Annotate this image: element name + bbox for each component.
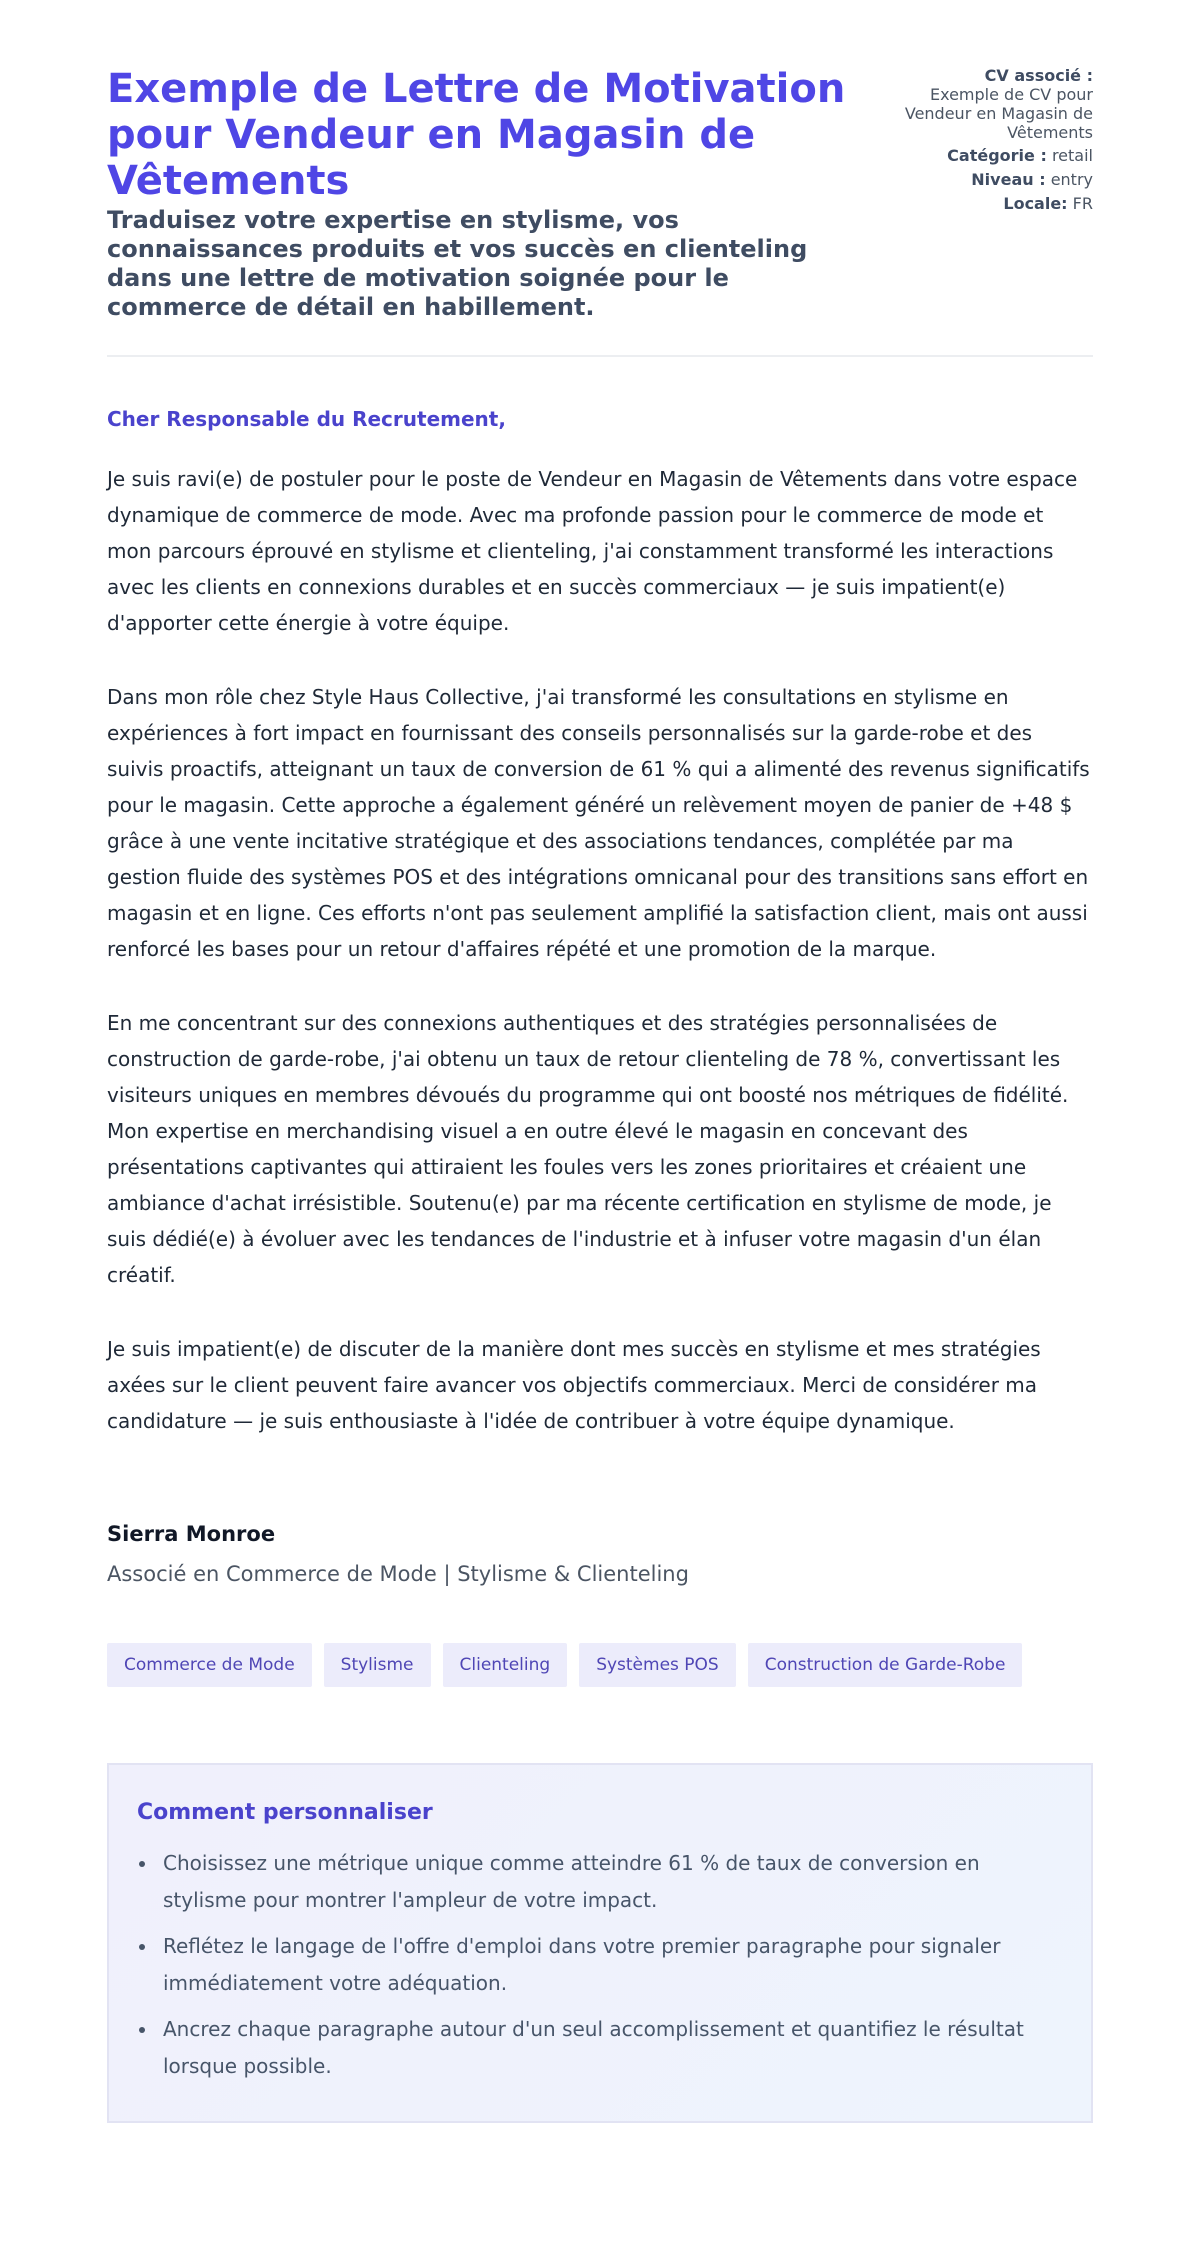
page-subtitle: Traduisez votre expertise en stylisme, vos connaissances produits et vos succès en clienteling dans une lettre de motivation soignée pour le commerce de détail en habillement. xyxy=(107,206,808,321)
signature-block xyxy=(107,1521,1093,1587)
tag-systemes-pos[interactable]: Systèmes POS xyxy=(579,1643,736,1687)
tip-item xyxy=(137,1928,1063,2002)
meta-level-value: entry xyxy=(1050,170,1093,189)
letter-paragraphs xyxy=(107,461,1093,1439)
meta-level xyxy=(893,170,1093,189)
meta-category xyxy=(893,146,1093,165)
meta-cv-label: CV associé : xyxy=(984,66,1093,85)
tips-title: Comment personnaliser xyxy=(137,1800,433,1825)
page-title: Exemple de Lettre de Motivation pour Vendeur en Magasin de Vêtements xyxy=(107,66,846,204)
signature-name: Sierra Monroe xyxy=(107,1522,276,1546)
letter-paragraph: Dans mon rôle chez Style Haus Collective, j'ai transformé les consultations en stylisme en expériences à fort impact en fournissant des conseils personnalisés sur la garde-robe et des suivis proactifs, atteignant un taux de conversion de 61 % qui a alimenté des revenus significatifs pour le magasin. Cette approche a également généré un relèvement moyen de panier de +48 $ grâce à une vente incitative stratégique et des associations tendances, complétée par ma gestion fluide des systèmes POS et des intégrations omnicanal pour des transitions sans effort en magasin et en ligne. Ces efforts n'ont pas seulement amplifié la satisfaction client, mais ont aussi renforcé les bases pour un retour d'affaires répété et une promotion de la marque. xyxy=(107,685,1090,961)
meta-level-label: Niveau : xyxy=(971,170,1046,189)
header-main xyxy=(107,64,867,322)
tip-item xyxy=(137,1845,1063,1919)
skill-tags xyxy=(107,1643,1093,1687)
tips-list xyxy=(137,1845,1063,2085)
meta-category-value: retail xyxy=(1051,146,1093,165)
meta-locale xyxy=(893,194,1093,213)
meta-locale-label: Locale: xyxy=(1003,194,1068,213)
meta-panel xyxy=(893,66,1093,218)
tip-text: Reflétez le langage de l'offre d'emploi dans votre premier paragraphe pour signaler immédiatement votre adéquation. xyxy=(163,1934,1001,1995)
header-divider xyxy=(107,355,1093,357)
bullet-icon xyxy=(139,2027,145,2033)
letter-body xyxy=(107,407,1093,1587)
tip-text: Ancrez chaque paragraphe autour d'un seul accomplissement et quantifiez le résultat lorsque possible. xyxy=(163,2017,1024,2078)
meta-cv xyxy=(893,66,1093,142)
meta-category-label: Catégorie : xyxy=(947,146,1047,165)
tag-construction-garde-robe[interactable]: Construction de Garde-Robe xyxy=(748,1643,1023,1687)
meta-locale-value: FR xyxy=(1072,194,1093,213)
bullet-icon xyxy=(139,1861,145,1867)
letter-paragraph: En me concentrant sur des connexions authentiques et des stratégies personnalisées de construction de garde-robe, j'ai obtenu un taux de retour clienteling de 78 %, convertissant les visiteurs uniques en membres dévoués du programme qui ont boosté nos métriques de fidélité. Mon expertise en merchandising visuel a en outre élevé le magasin en concevant des présentations captivantes qui attiraient les foules vers les zones prioritaires et créaient une ambiance d'achat irrésistible. Soutenu(e) par ma récente certification en stylisme de mode, je suis dédié(e) à évoluer avec les tendances de l'industrie et à infuser votre magasin d'un élan créatif. xyxy=(107,1011,1069,1287)
signature-title: Associé en Commerce de Mode | Stylisme & Clienteling xyxy=(107,1562,689,1586)
tag-clienteling[interactable]: Clienteling xyxy=(443,1643,568,1687)
tag-stylisme[interactable]: Stylisme xyxy=(324,1643,431,1687)
tag-commerce-de-mode[interactable]: Commerce de Mode xyxy=(107,1643,312,1687)
meta-cv-link[interactable]: Exemple de CV pour Vendeur en Magasin de Vêtements xyxy=(904,85,1093,142)
customization-tips-box xyxy=(107,1763,1093,2123)
letter-paragraph: Je suis ravi(e) de postuler pour le poste de Vendeur en Magasin de Vêtements dans votre espace dynamique de commerce de mode. Avec ma profonde passion pour le commerce de mode et mon parcours éprouvé en stylisme et clienteling, j'ai constamment transformé les interactions avec les clients en connexions durables et en succès commerciaux — je suis impatient(e) d'apporter cette énergie à votre équipe. xyxy=(107,467,1078,635)
tip-item xyxy=(137,2011,1063,2085)
letter-paragraph: Je suis impatient(e) de discuter de la manière dont mes succès en stylisme et mes stratégies axées sur le client peuvent faire avancer vos objectifs commerciaux. Merci de considérer ma candidature — je suis enthousiaste à l'idée de contribuer à votre équipe dynamique. xyxy=(107,1337,1041,1433)
tip-text: Choisissez une métrique unique comme atteindre 61 % de taux de conversion en stylisme pour montrer l'ampleur de votre impact. xyxy=(163,1851,980,1912)
page-header xyxy=(107,64,1093,322)
bullet-icon xyxy=(139,1944,145,1950)
letter-greeting: Cher Responsable du Recrutement, xyxy=(107,407,506,431)
